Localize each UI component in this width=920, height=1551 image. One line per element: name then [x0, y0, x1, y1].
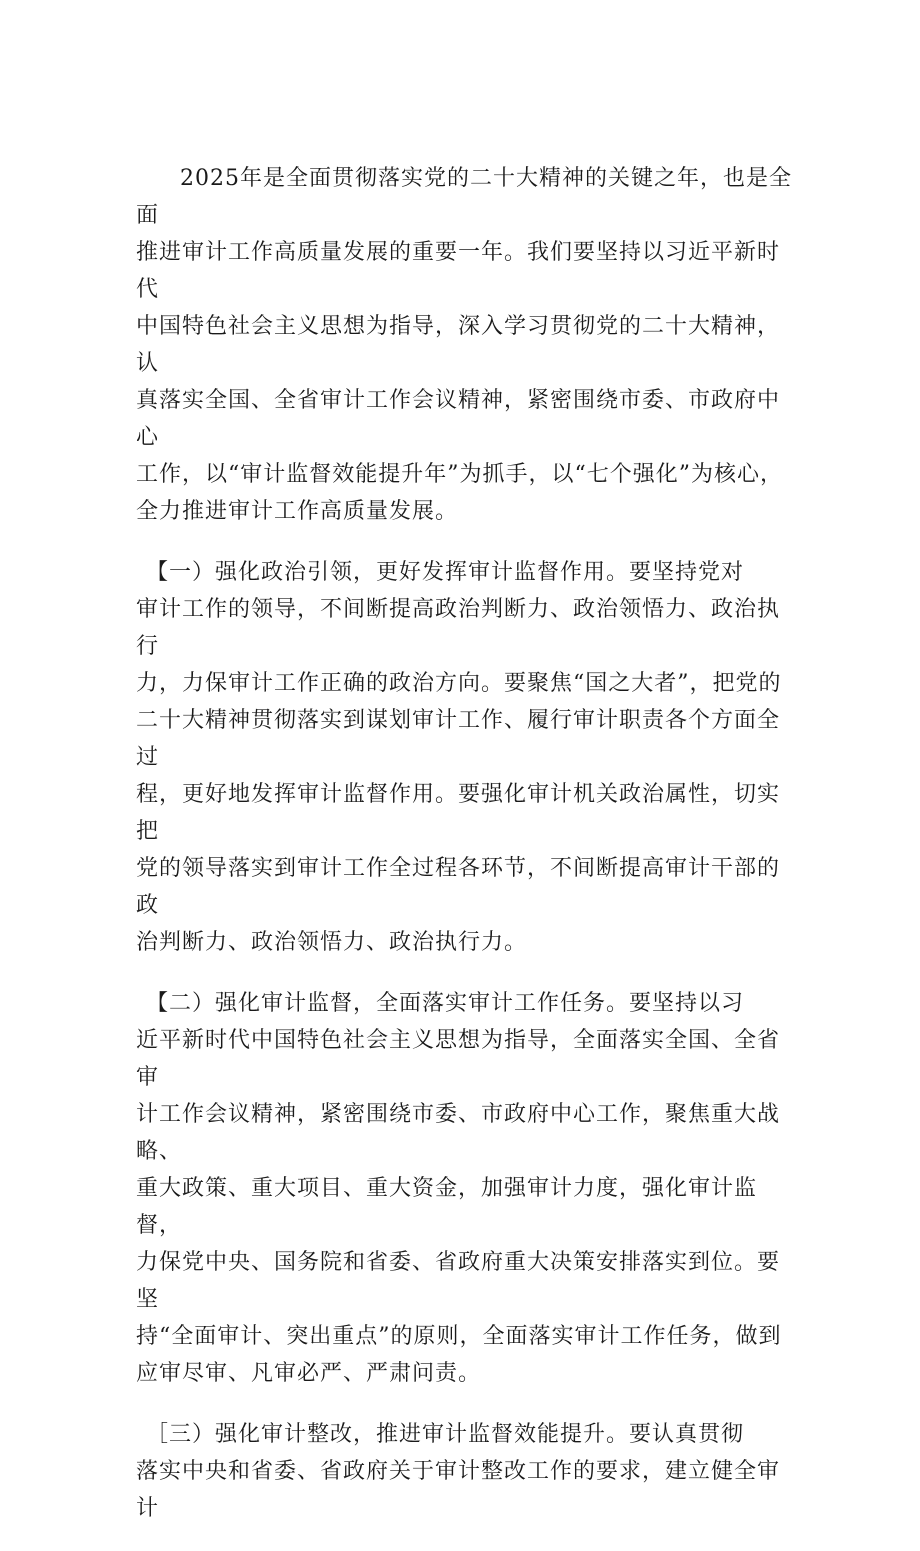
- paragraph-section-1: 【一）强化政治引领，更好发挥审计监督作用。要坚持党对 审计工作的领导，不间断提高政治判断力、政治领悟力、政治执行 力，力保审计工作正确的政治方向。要聚焦“国之大者”，把党的 二十大精神贯彻落实到谋划审计工作、履行审计职责各个方面全过 程，更好地发挥审计监督作用。要强化审计机关政治属性，切实把 党的领导落实到审计工作全过程各环节，不间断提高审计干部的政 治判断力、政治领悟力、政治执行力。: [136, 560, 782, 955]
- paragraph-section-3: ［三）强化审计整改，推进审计监督效能提升。要认真贯彻 落实中央和省委、省政府关于审计整改工作的要求，建立健全审计: [136, 1422, 781, 1521]
- document-body: [136, 160, 800, 1551]
- paragraph-section-2: 【二）强化审计监督，全面落实审计工作任务。要坚持以习 近平新时代中国特色社会主义思想为指导，全面落实全国、全省审 计工作会议精神，紧密围绕市委、市政府中心工作，聚焦重大战略、 重大政策、重大项目、重大资金，加强审计力度，强化审计监督， 力保党中央、国务院和省委、省政府重大决策安排落实到位。要坚 持“全面审计、突出重点”的原则，全面落实审计工作任务，做到 应审尽审、凡审必严、严肃问责。: [136, 991, 782, 1386]
- paragraph-intro: 2025年是全面贯彻落实党的二十大精神的关键之年，也是全面 推进审计工作高质量发展的重要一年。我们要坚持以习近平新时代 中国特色社会主义思想为指导，深入学习贯彻党的二十大精神，认 真落实全国、全省审计工作会议精神，紧密围绕市委、市政府中心 工作，以“审计监督效能提升年”为抓手，以“七个强化”为核心， 全力推进审计工作高质量发展。: [136, 166, 792, 524]
